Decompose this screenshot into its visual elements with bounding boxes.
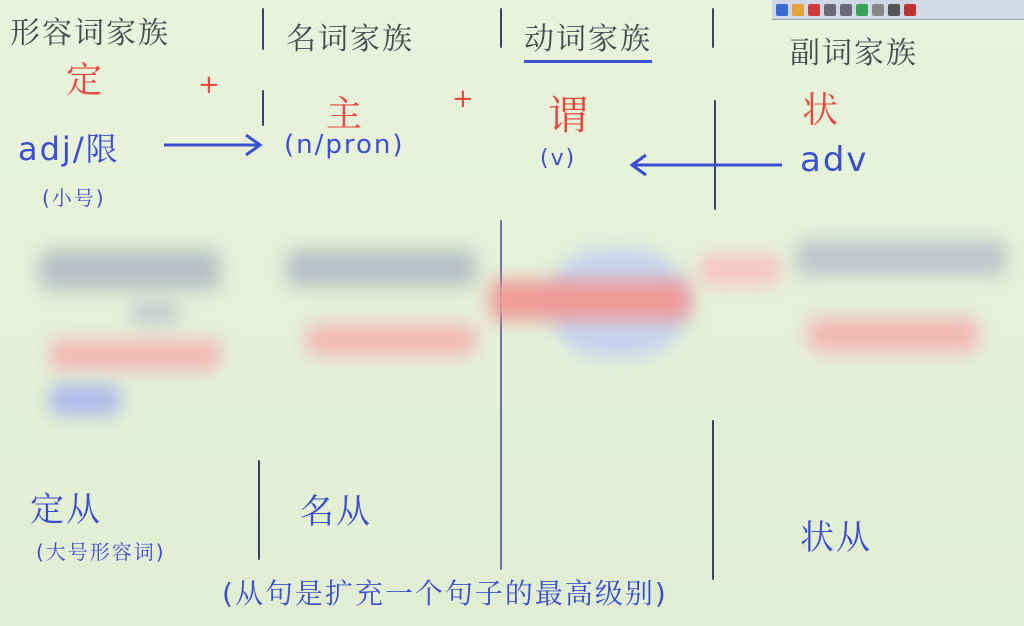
color-icon[interactable]	[808, 4, 820, 16]
close-icon[interactable]	[904, 4, 916, 16]
divider-2-bottom	[500, 220, 502, 570]
blurred-content	[700, 255, 780, 285]
plus-sign-1: +	[198, 70, 222, 100]
clear-icon[interactable]	[872, 4, 884, 16]
clause-adverbial: 状从	[800, 518, 872, 558]
clause-attributive: 定从	[30, 490, 102, 530]
pos-verb: (v)	[540, 146, 577, 171]
role-predicate: 谓	[548, 93, 590, 139]
blurred-content	[306, 325, 476, 355]
blurred-content	[130, 300, 180, 325]
eraser-icon[interactable]	[792, 4, 804, 16]
blurred-content	[796, 240, 1006, 276]
pos-noun: (n/pron)	[284, 130, 405, 160]
role-attributive: 定	[66, 60, 105, 101]
undo-icon[interactable]	[824, 4, 836, 16]
header-noun-family: 名词家族	[286, 22, 414, 57]
divider-1-top	[262, 8, 264, 50]
role-subject: 主	[326, 94, 365, 135]
blurred-content	[808, 318, 978, 352]
divider-3-top	[712, 8, 714, 48]
divider-2-top	[500, 8, 502, 48]
divider-1-bottom	[258, 460, 260, 560]
header-verb-family: 动词家族	[524, 14, 652, 63]
arrow-left-icon	[626, 150, 786, 180]
pos-adv: adv	[800, 140, 869, 180]
divider-3-bottom	[712, 420, 714, 580]
blurred-content	[50, 340, 220, 370]
divider-1-mid	[262, 90, 264, 126]
settings-icon[interactable]	[888, 4, 900, 16]
blurred-content	[40, 250, 220, 290]
redo-icon[interactable]	[840, 4, 852, 16]
header-adj-family: 形容词家族	[10, 16, 170, 51]
pos-adj-note: (小号)	[42, 186, 106, 210]
whiteboard-toolbar	[772, 0, 1024, 20]
header-adv-family: 副词家族	[790, 36, 918, 71]
clause-attributive-note: (大号形容词)	[36, 540, 166, 564]
arrow-right-icon	[160, 130, 270, 160]
blurred-content	[490, 280, 690, 320]
footer-note: (从句是扩充一个句子的最高级别)	[222, 577, 668, 610]
page-icon[interactable]	[856, 4, 868, 16]
role-adverbial: 状	[802, 90, 841, 131]
blurred-content	[50, 385, 120, 415]
pen-icon[interactable]	[776, 4, 788, 16]
blurred-content	[286, 250, 476, 286]
pos-adj: adj/限	[18, 130, 120, 168]
clause-noun: 名从	[300, 492, 372, 532]
plus-sign-2: +	[452, 84, 476, 114]
